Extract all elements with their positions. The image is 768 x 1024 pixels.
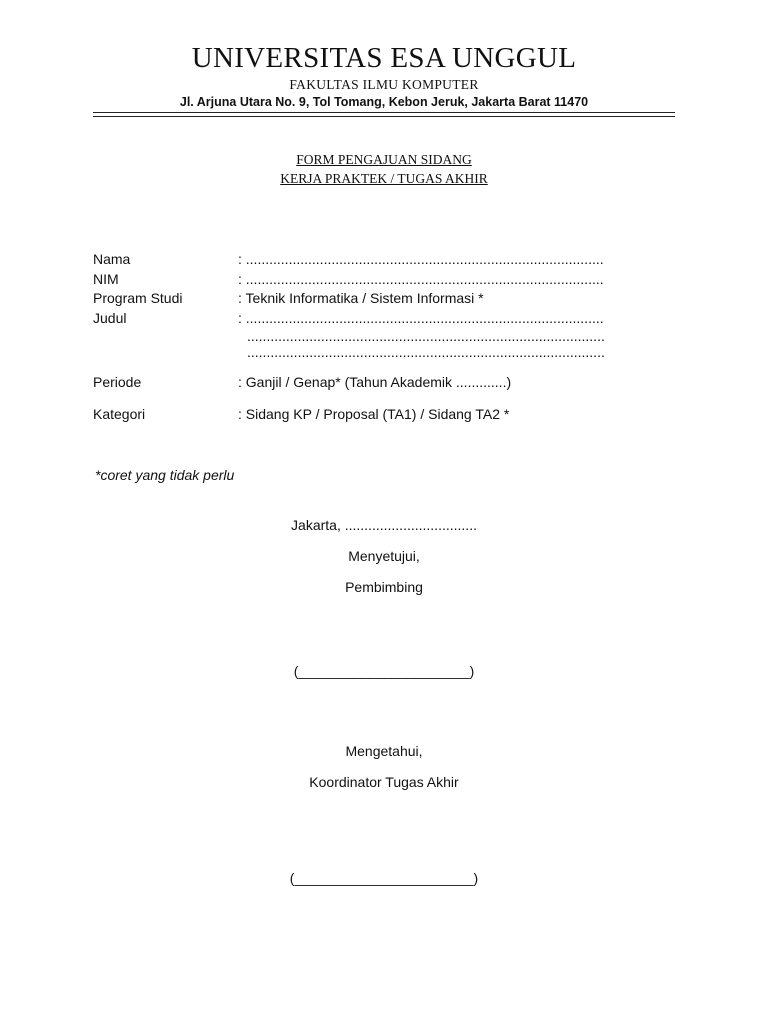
kategori-options[interactable]: : Sidang KP / Proposal (TA1) / Sidang TA2 * — [238, 406, 510, 422]
acknowledger-role: Koordinator Tugas Akhir — [309, 774, 459, 790]
university-name: UNIVERSITAS ESA UNGGUL — [191, 42, 577, 74]
judul-label: Judul — [93, 310, 127, 326]
judul-field-line3[interactable]: ............................................................................................ — [247, 344, 605, 360]
nama-field[interactable]: : ............................................................................................ — [238, 251, 604, 267]
judul-field-line1[interactable]: : ............................................................................................ — [238, 310, 604, 326]
acknowledger-signature-line[interactable]: (_______________________) — [289, 870, 479, 886]
kategori-label: Kategori — [93, 406, 146, 422]
periode-label: Periode — [93, 374, 142, 390]
judul-field-line2[interactable]: ............................................................................................ — [247, 328, 605, 344]
nama-label: Nama — [93, 251, 131, 267]
program-studi-label: Program Studi — [93, 290, 183, 306]
header-rule-bottom — [93, 116, 675, 117]
place-date-field[interactable]: Jakarta, .................................. — [291, 517, 477, 533]
strike-note: *coret yang tidak perlu — [95, 467, 235, 483]
acknowledge-label: Mengetahui, — [345, 743, 423, 759]
form-title-line2: KERJA PRAKTEK / TUGAS AKHIR — [280, 171, 488, 186]
approve-label: Menyetujui, — [348, 548, 420, 564]
approver-signature-line[interactable]: (______________________) — [293, 663, 475, 679]
periode-options[interactable]: : Ganjil / Genap* (Tahun Akademik .............) — [238, 374, 512, 390]
program-studi-options[interactable]: : Teknik Informatika / Sistem Informasi * — [238, 290, 484, 306]
nim-field[interactable]: : ............................................................................................ — [238, 271, 604, 287]
approver-role: Pembimbing — [345, 579, 423, 595]
header-rule-top — [93, 112, 675, 113]
nim-label: NIM — [93, 271, 119, 287]
faculty-name: FAKULTAS ILMU KOMPUTER — [289, 77, 479, 92]
form-title-line1: FORM PENGAJUAN SIDANG — [296, 152, 472, 167]
university-address: Jl. Arjuna Utara No. 9, Tol Tomang, Kebon Jeruk, Jakarta Barat 11470 — [179, 95, 589, 109]
